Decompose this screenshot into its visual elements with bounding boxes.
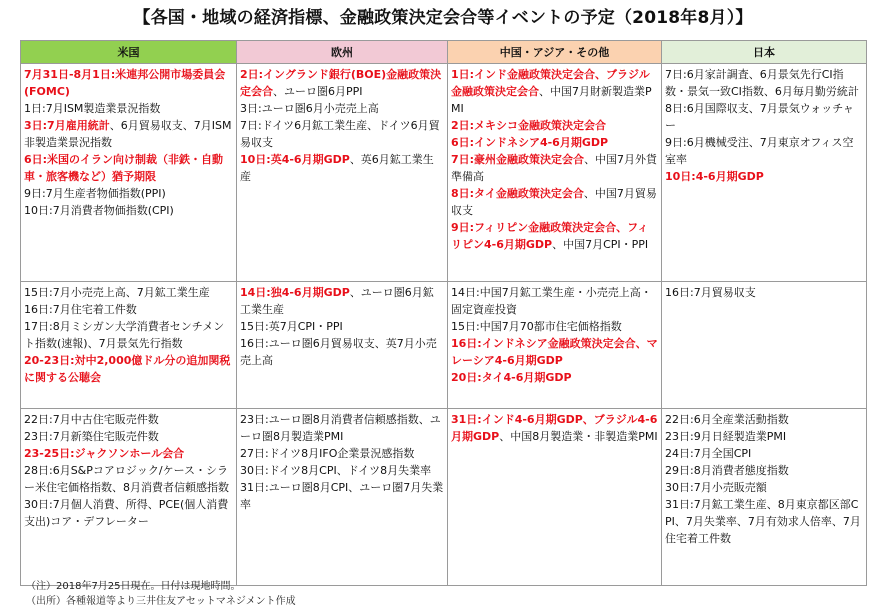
event-item: 22日:6月全産業活動指数 (665, 413, 789, 426)
event-item: 23-25日:ジャクソンホール会合 (24, 447, 185, 460)
event-item: 16日:インドネシア金融政策決定会合、マレーシア4-6月期GDP (451, 337, 658, 367)
event-item (24, 117, 233, 151)
event-item: 9日:6月機械受注、7月東京オフィス空室率 (665, 136, 854, 166)
event-item: 10日:4-6月期GDP (665, 170, 764, 183)
event-item (451, 66, 658, 117)
event-rest: 、英6月鉱工業生産 (240, 153, 434, 183)
cell-europe-early-august (237, 64, 448, 282)
event-item: 23日:ユーロ圏8月消費者信頼感指数、ユーロ圏8月製造業PMI (240, 413, 441, 443)
cell-us-early-august (21, 64, 237, 282)
event-item: 17日:8月ミシガン大学消費者センチメント指数(速報)、7月景気先行指数 (24, 320, 225, 350)
event-item: 23日:7月新築住宅販売件数 (24, 430, 159, 443)
event-highlight: 9日:フィリピン金融政策決定会合、フィリピン4-6月期GDP (451, 221, 649, 251)
event-item: 30日:7月小売販売額 (665, 481, 767, 494)
event-item: 3日:ユーロ圏6月小売売上高 (240, 102, 379, 115)
table-row (21, 64, 867, 282)
event-item: 9日:7月生産者物価指数(PPI) (24, 187, 166, 200)
event-calendar-table (20, 40, 867, 586)
event-item: 31日:ユーロ圏8月CPI、ユーロ圏7月失業率 (240, 481, 444, 511)
event-item: 23日:9月日経製造業PMI (665, 430, 787, 443)
event-item: 24日:7月全国CPI (665, 447, 752, 460)
event-item: 29日:8月消費者態度指数 (665, 464, 789, 477)
event-item (240, 151, 444, 185)
event-rest: 、中国7月CPI・PPI (552, 238, 649, 251)
footnote-note: （注）2018年7月25日現在。日付は現地時間。 (26, 581, 241, 592)
event-item (451, 219, 658, 253)
event-rest: 、6月貿易収支、7月ISM非製造業景況指数 (24, 119, 232, 149)
event-highlight: 14日:独4-6月期GDP (240, 286, 350, 299)
event-item: 16日:7月住宅着工件数 (24, 303, 137, 316)
event-item: 30日:7月個人消費、所得、PCE(個人消費支出)コア・デフレーター (24, 498, 229, 528)
event-highlight: 10日:英4-6月期GDP (240, 153, 350, 166)
footnote-source: （出所）各種報道等より三井住友アセットマネジメント作成 (26, 596, 296, 607)
event-item: 15日:中国7月70都市住宅価格指数 (451, 320, 622, 333)
event-item: 1日:7月ISM製造業景況指数 (24, 102, 161, 115)
event-rest: 、ユーロ圏6月PPI (273, 85, 363, 98)
event-rest: 、中国7月財新製造業PMI (451, 85, 652, 115)
event-item: 20-23日:対中2,000億ドル分の追加関税に関する公聴会 (24, 354, 231, 384)
cell-europe-late-august (237, 409, 448, 586)
header-us: 米国 (21, 41, 237, 64)
event-item: 15日:英7月CPI・PPI (240, 320, 343, 333)
table-row (21, 282, 867, 409)
event-item: 27日:ドイツ8月IFO企業景況感指数 (240, 447, 415, 460)
header-europe: 欧州 (237, 41, 448, 64)
event-rest: 、ユーロ圏6月鉱工業生産 (240, 286, 434, 316)
cell-china-asia-early-august (448, 64, 662, 282)
cell-us-mid-august (21, 282, 237, 409)
event-item: 10日:7月消費者物価指数(CPI) (24, 204, 174, 217)
event-item: 2日:メキシコ金融政策決定会合 (451, 119, 606, 132)
header-china-asia-other: 中国・アジア・その他 (448, 41, 662, 64)
cell-europe-mid-august (237, 282, 448, 409)
event-highlight: 3日:7月雇用統計 (24, 119, 110, 132)
cell-china-asia-late-august (448, 409, 662, 586)
cell-japan-early-august (662, 64, 867, 282)
event-item: 15日:7月小売売上高、7月鉱工業生産 (24, 286, 210, 299)
event-highlight: 7日:豪州金融政策決定会合 (451, 153, 585, 166)
cell-us-late-august (21, 409, 237, 586)
event-item: 8日:6月国際収支、7月景気ウォッチャー (665, 102, 854, 132)
event-item: 16日:ユーロ圏6月貿易収支、英7月小売売上高 (240, 337, 437, 367)
header-row (21, 41, 867, 64)
event-item (240, 284, 444, 318)
event-item (451, 185, 658, 219)
event-highlight: 2日:イングランド銀行(BOE)金融政策決定会合 (240, 68, 442, 98)
event-highlight: 1日:インド金融政策決定会合、ブラジル金融政策決定会合 (451, 68, 650, 98)
footnotes (26, 579, 296, 609)
cell-japan-mid-august (662, 282, 867, 409)
event-item: 14日:中国7月鉱工業生産・小売売上高・固定資産投資 (451, 286, 652, 316)
table-row (21, 409, 867, 586)
event-rest: 、中国7月外貨準備高 (451, 153, 658, 183)
event-rest: 、中国8月製造業・非製造業PMI (499, 430, 658, 443)
cell-china-asia-mid-august (448, 282, 662, 409)
event-rest: 、中国7月貿易収支 (451, 187, 657, 217)
event-item: 30日:ドイツ8月CPI、ドイツ8月失業率 (240, 464, 432, 477)
event-highlight: 8日:タイ金融政策決定会合 (451, 187, 584, 200)
event-item: 22日:7月中古住宅販売件数 (24, 413, 159, 426)
event-item: 31日:7月鉱工業生産、8月東京都区部CPI、7月失業率、7月有効求人倍率、7月住宅着工件数 (665, 498, 861, 545)
event-item: 7日:ドイツ6月鉱工業生産、ドイツ6月貿易収支 (240, 119, 440, 149)
event-item: 28日:6月S&Pコアロジック/ケース・シラー米住宅価格指数、8月消費者信頼感指数 (24, 464, 229, 494)
event-item: 16日:7月貿易収支 (665, 286, 756, 299)
event-highlight: 31日:インド4-6月期GDP、ブラジル4-6月期GDP (451, 413, 658, 443)
event-item: 20日:タイ4-6月期GDP (451, 371, 572, 384)
event-item: 6日:米国のイラン向け制裁（非鉄・自動車・旅客機など）猶予期限 (24, 153, 224, 183)
event-item (451, 151, 658, 185)
header-japan: 日本 (662, 41, 867, 64)
cell-japan-late-august (662, 409, 867, 586)
page-title: 【各国・地域の経済指標、金融政策決定会合等イベントの予定（2018年8月）】 (133, 8, 753, 28)
event-item (240, 66, 444, 100)
event-item: 7月31日-8月1日:米連邦公開市場委員会(FOMC) (24, 68, 226, 98)
event-item: 7日:6月家計調査、6月景気先行CI指数・景気一致CI指数、6月毎月勤労統計 (665, 68, 859, 98)
event-item: 6日:インドネシア4-6月期GDP (451, 136, 609, 149)
event-item (451, 411, 658, 445)
